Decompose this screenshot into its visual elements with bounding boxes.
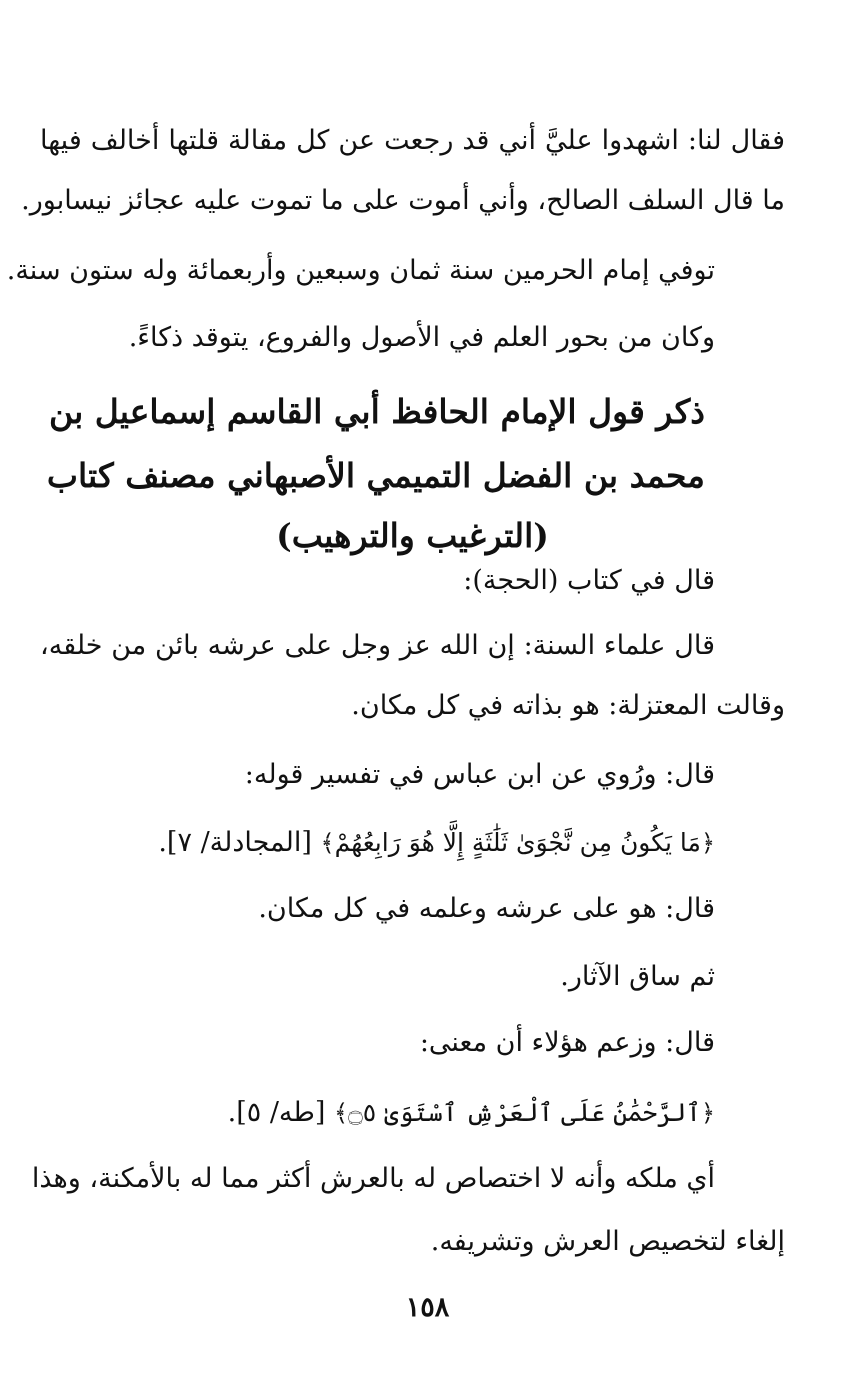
quran-verse-2	[40, 1093, 715, 1133]
paragraph-kitab-hujja: قال في كتاب (الحجة):	[463, 565, 715, 596]
section-heading-line-1: ذكر قول الإمام الحافظ أبي القاسم إسماعيل بن	[48, 392, 705, 431]
paragraph-athar: ثم ساق الآثار.	[560, 961, 715, 992]
ornate-bracket-open: ﴿	[700, 1099, 715, 1127]
quran-verse-1	[40, 823, 715, 863]
quran-verse-1-text: مَا يَكُونُ مِن نَّجْوَىٰ ثَلَٰثَةٍ إِلَّا هُوَ رَابِعُهُمْ	[334, 828, 701, 857]
quran-verse-1-reference: [المجادلة/ ٧].	[158, 827, 312, 858]
paragraph-3: وكان من بحور العلم في الأصول والفروع، يتوقد ذكاءً.	[128, 322, 715, 353]
ornate-bracket-close: ﴾	[334, 1099, 349, 1127]
paragraph-1-line-2: ما قال السلف الصالح، وأني أموت على ما تموت عليه عجائز نيسابور.	[21, 185, 785, 216]
ornate-bracket-open: ﴿	[700, 829, 715, 857]
section-heading-line-3: (الترغيب والترهيب)	[276, 516, 549, 555]
paragraph-zaam: قال: وزعم هؤلاء أن معنى:	[419, 1027, 715, 1058]
paragraph-last-line-2: إلغاء لتخصيص العرش وتشريفه.	[430, 1226, 785, 1257]
paragraph-arsh: قال: هو على عرشه وعلمه في كل مكان.	[258, 893, 715, 924]
paragraph-last-line-1: أي ملكه وأنه لا اختصاص له بالعرش أكثر مما له بالأمكنة، وهذا	[31, 1163, 715, 1194]
quran-verse-2-reference: [طه/ ٥].	[227, 1097, 326, 1128]
paragraph-ulama-line-1: قال علماء السنة: إن الله عز وجل على عرشه بائن من خلقه،	[40, 630, 716, 661]
page-number: ١٥٨	[405, 1292, 450, 1323]
paragraph-2: توفي إمام الحرمين سنة ثمان وسبعين وأربعمائة وله ستون سنة.	[6, 255, 715, 286]
paragraph-ulama-line-2: وقالت المعتزلة: هو بذاته في كل مكان.	[351, 690, 785, 721]
quran-verse-2-text: ٱلرَّحْمَٰنُ عَلَى ٱلْعَرْشِ ٱسْتَوَىٰ ۝٥	[348, 1098, 701, 1127]
paragraph-ibn-abbas: قال: ورُوي عن ابن عباس في تفسير قوله:	[244, 759, 715, 790]
ornate-bracket-close: ﴾	[320, 829, 335, 857]
section-heading-line-2: محمد بن الفضل التميمي الأصبهاني مصنف كتاب	[46, 456, 705, 495]
paragraph-1-line-1: فقال لنا: اشهدوا عليَّ أني قد رجعت عن كل مقالة قلتها أخالف فيها	[40, 125, 785, 156]
